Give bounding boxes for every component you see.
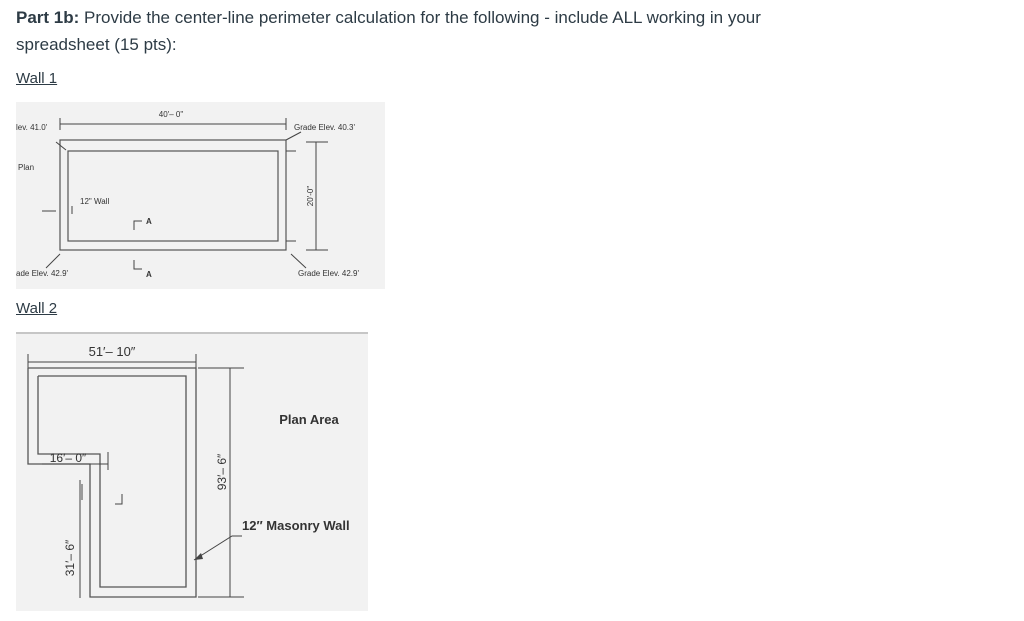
wall1-elev-right-top: Grade Elev. 40.3': [294, 123, 355, 132]
wall-1-figure: [16, 102, 385, 289]
wall1-wall-label: 12" Wall: [80, 197, 110, 206]
question-body: Provide the center-line perimeter calculation for the following - include ALL working in your spreadsheet (15 pts):: [16, 8, 761, 54]
wall1-section-label-bottom: A: [146, 270, 152, 279]
wall2-outer-outline: [28, 368, 196, 597]
wall2-dim-top: 51′– 10″: [88, 344, 136, 359]
wall2-dim-height: 93′– 6″: [215, 453, 229, 491]
wall1-outer-outline: [60, 140, 286, 250]
wall1-dim-width: 20'-0": [306, 185, 315, 207]
wall-1-drawing: [16, 102, 385, 289]
wall1-leader-right-top: [286, 132, 301, 140]
wall-2-label: Wall 2: [16, 300, 58, 317]
wall1-elev-right-bottom: Grade Elev. 42.9': [298, 269, 359, 278]
wall1-leader-left-top: [56, 142, 66, 150]
wall2-dim-notch-depth: 31′– 6″: [63, 539, 77, 577]
wall2-wall-label: 12″ Masonry Wall: [242, 518, 350, 533]
wall2-section-marker: [115, 494, 122, 504]
wall-2-figure: [16, 332, 368, 611]
wall1-section-marker-top: [134, 221, 142, 230]
wall2-plan-area-label: Plan Area: [279, 412, 339, 427]
wall1-leader-left-bottom: [46, 254, 60, 268]
wall1-elev-left-bottom: ade Elev. 42.9': [16, 269, 69, 278]
wall1-leader-right-bottom: [291, 254, 306, 268]
wall-1-label: Wall 1: [16, 70, 58, 87]
question-text: [16, 4, 816, 58]
wall1-section-label-top: A: [146, 217, 152, 226]
wall2-inner-outline: [38, 376, 186, 587]
question-part-label: Part 1b:: [16, 8, 80, 27]
wall1-plan-label: Plan: [18, 163, 35, 172]
wall1-elev-left-top: lev. 41.0': [16, 123, 48, 132]
wall1-dim-length: 40'– 0": [158, 110, 184, 119]
wall1-section-marker-bottom: [134, 260, 142, 269]
wall-2-drawing: [16, 332, 368, 611]
wall2-dim-notch: 16′– 0″: [49, 451, 87, 465]
wall1-inner-outline: [68, 151, 278, 241]
